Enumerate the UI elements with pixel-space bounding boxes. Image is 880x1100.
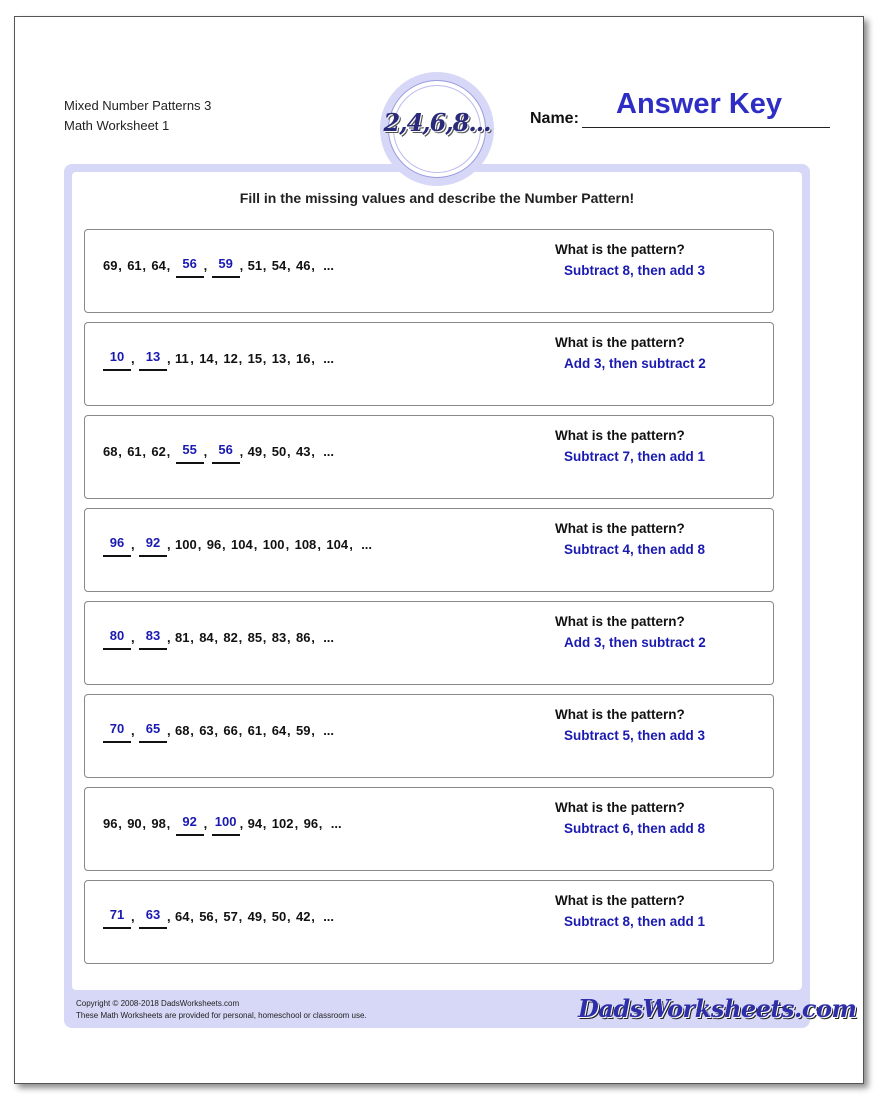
sequence-number: 66 (223, 723, 238, 738)
pattern-question: What is the pattern? (555, 521, 685, 536)
answer-blank: 100 (212, 814, 240, 836)
name-label: Name: (530, 110, 579, 127)
sequence-number: 12 (223, 351, 238, 366)
sequence-number: 42 (296, 909, 311, 924)
logo-text: 2,4,6,8... (383, 108, 491, 137)
brand-logo: DadsWorksheets.com (578, 994, 857, 1023)
answer-blank: 13 (139, 349, 167, 371)
comma: , (253, 537, 258, 552)
pattern-question: What is the pattern? (555, 707, 685, 722)
comma: , (311, 630, 315, 645)
pattern-answer: Subtract 8, then add 1 (564, 914, 706, 929)
comma: , (349, 537, 353, 552)
comma: , (311, 909, 315, 924)
comma: , (118, 444, 122, 459)
comma: , (311, 444, 315, 459)
answer-blank: 63 (139, 907, 167, 929)
comma: , (166, 258, 171, 273)
sequence-number: 81 (175, 630, 190, 645)
sequence-number: 49 (247, 444, 263, 459)
ellipsis: ... (323, 351, 335, 366)
comma: , (287, 444, 291, 459)
sequence-number: 64 (271, 723, 287, 738)
pattern-answer: Add 3, then subtract 2 (564, 356, 706, 371)
comma: , (166, 444, 171, 459)
answer-blank: 65 (139, 721, 167, 743)
comma: , (238, 723, 243, 738)
sequence-number: 14 (199, 351, 214, 366)
ellipsis: ... (323, 258, 335, 273)
sequence-number: 90 (127, 816, 142, 831)
pattern-question: What is the pattern? (555, 335, 685, 350)
comma: , (118, 816, 122, 831)
comma: , (311, 723, 315, 738)
sequence-number: 62 (151, 444, 166, 459)
comma: , (190, 909, 194, 924)
comma: , (311, 351, 315, 366)
comma: , (238, 909, 243, 924)
sequence-number: 61 (127, 444, 142, 459)
comma: , (214, 630, 219, 645)
comma: , (203, 258, 208, 273)
comma: , (311, 258, 315, 273)
sequence-number: 64 (151, 258, 166, 273)
comma: , (262, 723, 267, 738)
pattern-answer: Add 3, then subtract 2 (564, 635, 706, 650)
sequence-number: 50 (271, 909, 287, 924)
comma: , (214, 351, 219, 366)
comma: , (262, 444, 267, 459)
sequence-number: 100 (262, 537, 285, 552)
comma: , (131, 723, 135, 738)
pattern-question: What is the pattern? (555, 800, 685, 815)
problem-row (84, 694, 774, 778)
answer-blank: 92 (139, 535, 167, 557)
sequence-number: 96 (103, 816, 118, 831)
answer-blank: 70 (103, 721, 131, 743)
problem-row (84, 415, 774, 499)
comma: , (190, 723, 194, 738)
ellipsis: ... (323, 723, 335, 738)
comma: , (131, 630, 135, 645)
sequence-number: 68 (103, 444, 118, 459)
comma: , (287, 351, 291, 366)
problem-row (84, 787, 774, 871)
comma: , (214, 909, 219, 924)
answer-blank: 96 (103, 535, 131, 557)
comma: , (203, 816, 208, 831)
sequence-number: 13 (271, 351, 287, 366)
comma: , (318, 816, 323, 831)
comma: , (294, 816, 299, 831)
sequence-number: 16 (296, 351, 311, 366)
ellipsis: ... (323, 909, 335, 924)
name-line (582, 127, 830, 128)
ellipsis: ... (323, 444, 335, 459)
worksheet-title-block (64, 96, 211, 136)
sequence-number: 104 (231, 537, 253, 552)
answer-key-label: Answer Key (616, 88, 783, 120)
sequence-number: 96 (206, 537, 222, 552)
comma: , (239, 444, 244, 459)
answer-blank: 10 (103, 349, 131, 371)
answer-blank: 83 (139, 628, 167, 650)
comma: , (238, 351, 243, 366)
sequence-number: 104 (326, 537, 349, 552)
sequence-number: 84 (199, 630, 214, 645)
answer-blank: 56 (212, 442, 240, 464)
answer-blank: 71 (103, 907, 131, 929)
comma: , (287, 909, 291, 924)
sequence-number: 98 (151, 816, 166, 831)
sequence-number: 83 (271, 630, 287, 645)
comma: , (262, 258, 267, 273)
sequence-number: 49 (247, 909, 263, 924)
pattern-question: What is the pattern? (555, 893, 685, 908)
sequence-number: 15 (247, 351, 263, 366)
comma: , (166, 816, 171, 831)
sequence-number: 96 (303, 816, 319, 831)
answer-blank: 55 (176, 442, 204, 464)
comma: , (118, 258, 122, 273)
problem-row (84, 322, 774, 406)
answer-blank: 92 (176, 814, 204, 836)
ellipsis: ... (323, 630, 335, 645)
comma: , (142, 258, 147, 273)
comma: , (262, 351, 267, 366)
sequence-number: 56 (199, 909, 214, 924)
sequence-number: 59 (296, 723, 311, 738)
sequence-number: 61 (247, 723, 263, 738)
pattern-question: What is the pattern? (555, 614, 685, 629)
name-field (530, 88, 830, 128)
sequence-number: 69 (103, 258, 118, 273)
pattern-question: What is the pattern? (555, 242, 685, 257)
comma: , (222, 537, 226, 552)
sequence-number: 63 (199, 723, 214, 738)
comma: , (190, 630, 194, 645)
pattern-answer: Subtract 8, then add 3 (564, 263, 706, 278)
sequence-number: 102 (271, 816, 294, 831)
comma: , (239, 816, 244, 831)
comma: , (214, 723, 219, 738)
worksheet-subtitle: Math Worksheet 1 (64, 118, 170, 133)
sequence-number: 68 (175, 723, 190, 738)
problem-row (84, 508, 774, 592)
comma: , (262, 630, 267, 645)
comma: , (167, 537, 171, 552)
comma: , (167, 723, 171, 738)
pattern-answer: Subtract 4, then add 8 (564, 542, 706, 557)
worksheet-title: Mixed Number Patterns 3 (64, 98, 212, 113)
sequence-number: 11 (175, 351, 189, 366)
comma: , (285, 537, 290, 552)
sequence-number: 54 (271, 258, 287, 273)
comma: , (262, 909, 267, 924)
sequence-number: 50 (271, 444, 287, 459)
comma: , (131, 537, 135, 552)
comma: , (167, 630, 171, 645)
comma: , (287, 258, 291, 273)
comma: , (239, 258, 244, 273)
sequence-number: 86 (296, 630, 311, 645)
sequence-number: 82 (223, 630, 238, 645)
comma: , (142, 816, 147, 831)
sequence-number: 51 (247, 258, 263, 273)
comma: , (167, 351, 171, 366)
sequence-number: 85 (247, 630, 263, 645)
sequence-number: 100 (175, 537, 197, 552)
comma: , (190, 351, 194, 366)
comma: , (287, 723, 291, 738)
pattern-question: What is the pattern? (555, 428, 685, 443)
comma: , (262, 816, 267, 831)
problem-row (84, 880, 774, 964)
problem-row (84, 229, 774, 313)
comma: , (142, 444, 147, 459)
copyright: Copyright © 2008-2018 DadsWorksheets.com (76, 999, 240, 1008)
comma: , (317, 537, 322, 552)
answer-blank: 80 (103, 628, 131, 650)
sequence-number: 61 (127, 258, 142, 273)
instructions: Fill in the missing values and describe the Number Pattern! (239, 190, 635, 206)
comma: , (197, 537, 202, 552)
pattern-answer: Subtract 5, then add 3 (564, 728, 706, 743)
usage-note: These Math Worksheets are provided for personal, homeschool or classroom use. (76, 1011, 367, 1020)
sequence-number: 94 (247, 816, 263, 831)
pattern-answer: Subtract 7, then add 1 (564, 449, 706, 464)
answer-blank: 56 (176, 256, 204, 278)
ellipsis: ... (330, 816, 342, 831)
sequence-number: 108 (294, 537, 317, 552)
ellipsis: ... (361, 537, 373, 552)
sequence-number: 43 (296, 444, 311, 459)
comma: , (203, 444, 208, 459)
comma: , (167, 909, 171, 924)
sequence-number: 57 (223, 909, 238, 924)
sequence-number: 64 (175, 909, 190, 924)
problem-row (84, 601, 774, 685)
footer-text (76, 998, 367, 1022)
answer-blank: 59 (212, 256, 240, 278)
comma: , (287, 630, 291, 645)
comma: , (131, 351, 135, 366)
comma: , (238, 630, 243, 645)
worksheet-logo (380, 72, 494, 186)
sequence-number: 46 (296, 258, 311, 273)
comma: , (131, 909, 135, 924)
pattern-answer: Subtract 6, then add 8 (564, 821, 706, 836)
